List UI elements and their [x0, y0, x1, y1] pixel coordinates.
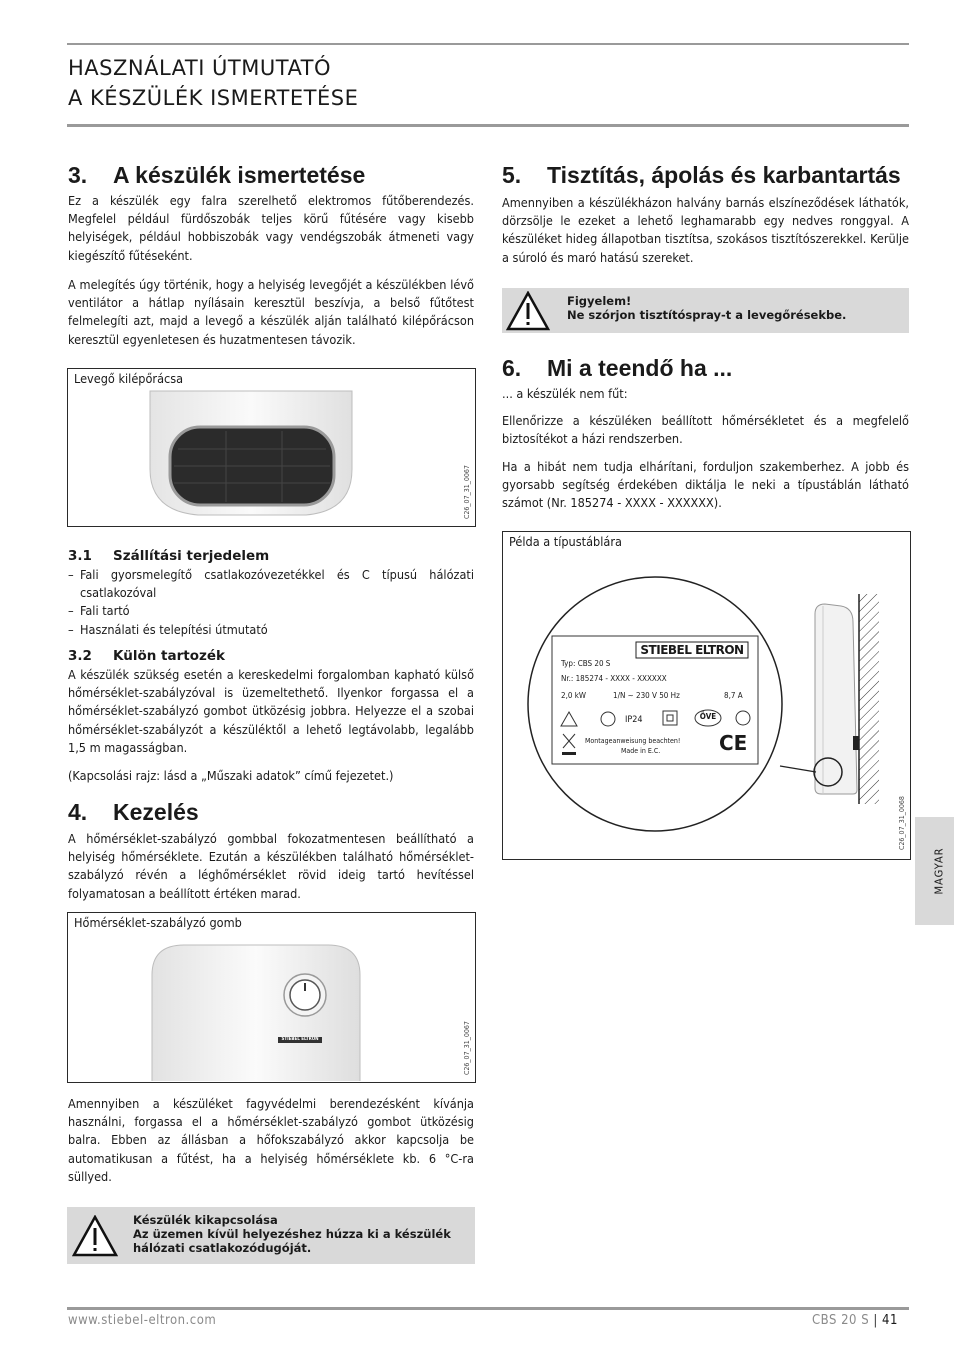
list-item: – Fali tartó: [68, 602, 474, 620]
section-number: 3.: [68, 162, 88, 188]
figure-air-outlet: [67, 368, 476, 527]
figure-type-plate: [502, 531, 911, 860]
section-4-paragraph-2: Amennyiben a készüléket fagyvédelmi berendezésként kívánja használni, forgassa el a hőmérséklet-szabályzó gombot ütközésig balra. Ebben az állásban a hőfokszabályzó akkor kapcsolja be automatikusan a fűtést, ha a helyiség hőmérséklete kb. 6 °C-ra süllyed.: [68, 1096, 474, 1184]
language-side-tab: [915, 817, 954, 925]
section-5-paragraph-1: Amennyiben a készülékházon halvány barnás elszíneződések láthatók, dörzsölje le ezeket a lehető leghamarabb egy nedves ronggyal. A készüléket hideg állapotban tisztítsa, szokásos tisztítószerekkel. Kerülje a súroló és maró hatású szereket.: [502, 195, 909, 265]
list-item: – Fali gyorsmelegítő csatlakozóvezetékkel és C típusú hálózati csatlakozóval: [68, 566, 474, 602]
warning-box-switch-off: [67, 1207, 475, 1264]
plate-brand-logo: STIEBEL ELTRON: [640, 643, 744, 657]
header-bottom-rule: [67, 124, 909, 127]
warning-title: Készülék kikapcsolása: [133, 1213, 278, 1227]
heater-grille-illustration: [68, 369, 475, 526]
heater-front-illustration: [68, 913, 475, 1082]
section-4-heading: [68, 799, 199, 826]
subsection-title: Szállítási terjedelem: [113, 548, 270, 564]
warning-triangle-icon: [72, 1215, 118, 1257]
section-number: 4.: [68, 799, 88, 825]
footer-separator: |: [873, 1313, 878, 1328]
warning-text: Az üzemen kívül helyezéshez húzza ki a készülék hálózati csatlakozódugóját.: [133, 1227, 451, 1255]
plate-note-made-in: Made in E.C.: [621, 747, 661, 755]
section-title: Kezelés: [113, 799, 199, 825]
plate-number: Nr.: 185274 - XXXX - XXXXXX: [561, 674, 667, 683]
footer-rule: [67, 1307, 909, 1310]
header-top-rule: [67, 43, 909, 45]
figure-label: Hőmérséklet-szabályzó gomb: [74, 915, 242, 930]
figure-code: C26_07_31_0067: [463, 1021, 471, 1075]
figure-label: Levegő kilépőrácsa: [74, 371, 184, 386]
footer-model: CBS 20 S: [812, 1313, 870, 1328]
plate-ove-mark: ÖVE: [699, 712, 717, 721]
warning-text: Ne szórjon tisztítóspray-t a levegőrésekbe.: [567, 308, 847, 322]
plate-note-assembly: Montageanweisung beachten!: [585, 737, 681, 745]
section-5-heading: [502, 162, 901, 189]
plate-ce-mark: CE: [719, 731, 748, 755]
warning-text-block: [567, 294, 897, 322]
warning-triangle-icon: [506, 291, 550, 331]
section-number: 5.: [502, 162, 522, 188]
header-title-line1: HASZNÁLATI ÚTMUTATÓ: [68, 56, 332, 80]
section-3-2-paragraph-1: A készülék szükség esetén a kereskedelmi forgalomban kapható külső hőmérséklet-szabályzóval is üzemeltethető. Ilyenkor forgassa el a hőmérséklet-szabályzó gombot ütközésig jobbra. Helyezze el a szobai hőmérséklet-szabályzót a készüléktől a lehető legtávolabb, legalább 1,5 m magasságban.: [68, 667, 474, 755]
plate-voltage: 1/N ~ 230 V 50 Hz: [613, 691, 680, 700]
footer-page-number: 41: [882, 1313, 898, 1328]
subsection-number: 3.2: [68, 648, 92, 664]
figure-label: Példa a típustáblára: [509, 534, 622, 549]
section-title: Mi a teendő ha ...: [547, 355, 733, 381]
plate-power: 2,0 kW: [561, 691, 587, 700]
section-6-paragraph-1: Ellenőrizze a készüléken beállított hőmérsékletet és a megfelelő biztosítékot a házi rendszerben.: [502, 413, 909, 447]
section-6-paragraph-0: ... a készülék nem fűt:: [502, 386, 628, 401]
section-3-2-paragraph-2: (Kapcsolási rajz: lásd a „Műszaki adatok” című fejezetet.): [68, 768, 394, 783]
subsection-number: 3.1: [68, 548, 92, 564]
section-6-paragraph-2: Ha a hibát nem tudja elhárítani, forduljon szakemberhez. A jobb és gyorsabb segítség érdekében diktálja le neki a típustáblán látható számot (Nr. 185274 - XXXX - XXXXXX).: [502, 459, 909, 511]
section-3-paragraph-2: A melegítés úgy történik, hogy a helyiség levegőjét a készülékben lévő ventilátor a hátlap nyílásain keresztül beszívja, a belső fűtőtest felmelegíti azt, majd a levegő a készülék alján található kilépőrácson keresztül egyenletesen és huzatmentesen távozik.: [68, 277, 474, 347]
plate-type: Typ: CBS 20 S: [561, 659, 611, 668]
section-3-heading: [68, 162, 365, 189]
figure-thermostat-knob: [67, 912, 476, 1083]
section-title: Tisztítás, ápolás és karbantartás: [547, 162, 901, 188]
warning-title: Figyelem!: [567, 294, 632, 308]
subsection-title: Külön tartozék: [113, 648, 225, 664]
header-title-line2: A KÉSZÜLÉK ISMERTETÉSE: [68, 86, 359, 110]
brand-logo-small: STIEBEL ELTRON: [281, 1037, 319, 1042]
plate-ip-rating: IP24: [625, 715, 643, 725]
section-6-heading: [502, 355, 732, 382]
section-3-2-heading: [68, 648, 225, 664]
section-title: A készülék ismertetése: [113, 162, 366, 188]
section-number: 6.: [502, 355, 522, 381]
plate-current: 8,7 A: [724, 691, 743, 700]
warning-text-block: [133, 1213, 463, 1255]
delivery-contents-list: [68, 566, 474, 639]
figure-code: C26_07_31_0067: [463, 465, 471, 519]
section-3-1-heading: [68, 548, 269, 564]
footer-url: www.stiebel-eltron.com: [68, 1313, 217, 1328]
section-4-paragraph-1: A hőmérséklet-szabályzó gombbal fokozatmentesen beállítható a helyiség hőmérséklete. Ezután a készülékben található hőmérséklet-szabályzó révén a léghőmérséklet rövid ideig tartó hevítéssel folyamatosan a beállított értéken marad.: [68, 831, 474, 901]
section-3-paragraph-1: Ez a készülék egy falra szerelhető elektromos fűtőberendezés. Megfelel például fürdőszobák teljes körű fűtésére vagy kisebb helyiségek, például hobbiszobák vagy vendégszobák átmeneti vagy kiegészítő fűtéseként.: [68, 193, 474, 263]
list-item: – Használati és telepítési útmutató: [68, 621, 474, 639]
figure-code: C26_07_31_0068: [898, 796, 906, 850]
footer-page-info: [812, 1313, 898, 1328]
language-label: MAGYAR: [932, 847, 946, 895]
warning-box-cleaning: [502, 288, 909, 333]
